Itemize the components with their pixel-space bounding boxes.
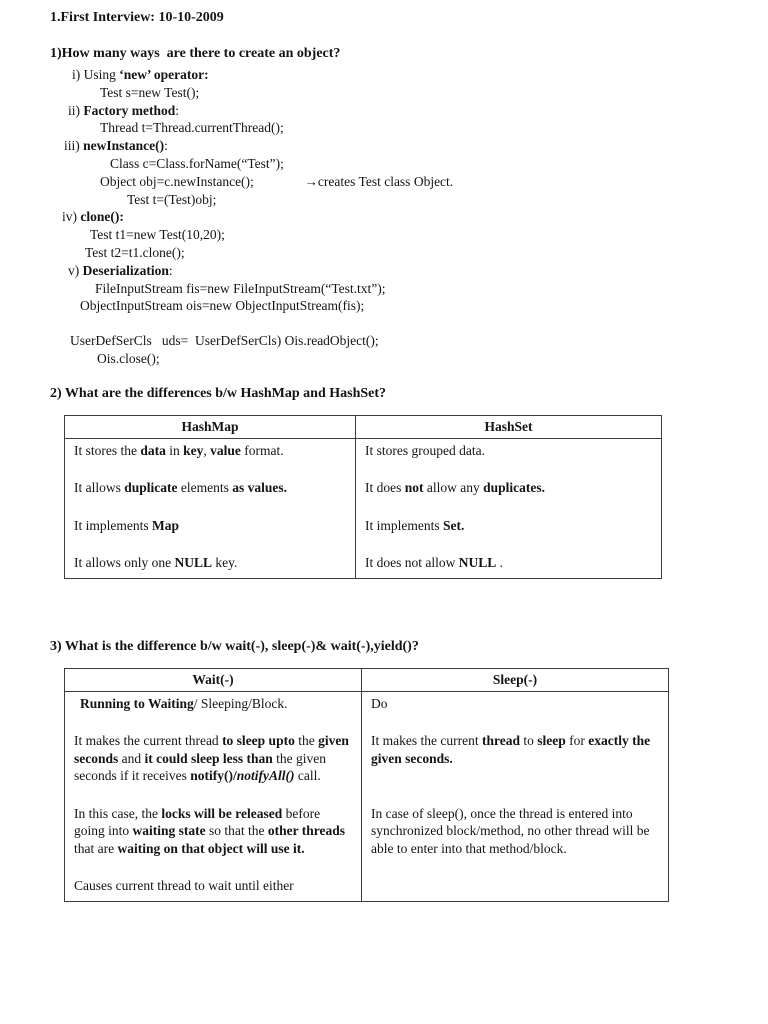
table-paragraph: It implements Map [74, 517, 179, 533]
answer-line: FileInputStream fis=new FileInputStream(“Test.txt”); [95, 280, 386, 296]
answer-line: Test t1=new Test(10,20); [90, 227, 225, 243]
table-paragraph: It stores grouped data. [365, 442, 485, 458]
answer-line: Test t2=t1.clone(); [85, 244, 185, 260]
table-paragraph: It allows duplicate elements as values. [74, 480, 288, 496]
table-paragraph: Running to Waiting/ Sleeping/Block. [80, 695, 288, 711]
table-header-hashmap: HashMap [65, 415, 356, 438]
table-row [65, 438, 662, 476]
question-2-heading: 2) What are the differences b/w HashMap and HashSet? [50, 385, 387, 401]
question-1-heading: 1)How many ways are there to create an object? [50, 46, 341, 61]
table-paragraph: It makes the current thread to sleep for exactly the given seconds. [371, 733, 651, 766]
answer-line: iv) clone(): [62, 209, 124, 225]
table-cell [356, 476, 662, 514]
table-row [65, 551, 662, 578]
answer-line: i) Using ‘new’ operator: [72, 67, 209, 82]
table-cell [65, 551, 356, 578]
table-header-wait: Wait(-) [65, 668, 362, 691]
answer-line: Test s=new Test(); [100, 84, 200, 100]
table-cell [65, 691, 362, 729]
table-row [65, 691, 669, 729]
table-row [65, 476, 662, 514]
answer-line: Object obj=c.newInstance(); →creates Test class Object. [100, 173, 454, 189]
table-cell [65, 874, 362, 901]
answer-line: iii) newInstance(): [64, 138, 168, 154]
table-cell [65, 802, 362, 875]
question-3-heading: 3) What is the difference b/w wait(-), sleep(-)& wait(-),yield()? [50, 638, 419, 654]
table-paragraph: It makes the current thread to sleep upto the given seconds and it could sleep less than the given seconds if it receives notify()/notifyAll() call. [74, 733, 349, 784]
answer-line: Test t=(Test)obj; [127, 191, 217, 207]
table-header-row [65, 415, 662, 438]
table-paragraph: It stores the data in key, value format. [74, 442, 284, 458]
answer-line: ii) Factory method: [68, 102, 179, 118]
table-header-row [65, 668, 669, 691]
table-cell [356, 551, 662, 578]
table-cell [362, 802, 669, 875]
table-row [65, 874, 669, 901]
answer-line: ObjectInputStream ois=new ObjectInputStream(fis); [80, 298, 365, 314]
table-cell [65, 476, 356, 514]
table-cell [65, 438, 356, 476]
table-row [65, 802, 669, 875]
question-1-answer [0, 66, 768, 368]
answer-line: v) Deserialization: [68, 262, 173, 278]
table-cell [356, 438, 662, 476]
table-cell [362, 729, 669, 802]
answer-line: Class c=Class.forName(“Test”); [110, 155, 284, 171]
table-row [65, 729, 669, 802]
table-cell [65, 729, 362, 802]
doc-title: 1.First Interview: 10-10-2009 [50, 10, 224, 25]
answer-line: Thread t=Thread.currentThread(); [100, 120, 284, 136]
hashmap-hashset-table [64, 415, 662, 579]
table-cell [362, 691, 669, 729]
table-paragraph: It does not allow any duplicates. [365, 480, 546, 496]
table-paragraph: Causes current thread to wait until either [74, 878, 294, 894]
table-header-sleep: Sleep(-) [362, 668, 669, 691]
table-paragraph: It allows only one NULL key. [74, 555, 238, 571]
table-cell [356, 514, 662, 552]
table-header-hashset: HashSet [356, 415, 662, 438]
table-cell [362, 874, 669, 901]
wait-sleep-table [64, 668, 669, 902]
table-paragraph: It does not allow NULL . [365, 555, 504, 571]
table-cell [65, 514, 356, 552]
table-paragraph: In this case, the locks will be released before going into waiting state so that the other threads that are waiting on that object will use it. [74, 805, 346, 856]
table-paragraph: Do [371, 695, 388, 711]
table-paragraph: It implements Set. [365, 517, 465, 533]
table-row [65, 514, 662, 552]
answer-line: Ois.close(); [97, 350, 160, 366]
answer-line: UserDefSerCls uds= UserDefSerCls) Ois.readObject(); [70, 333, 379, 349]
table-paragraph: In case of sleep(), once the thread is entered into synchronized block/method, no other thread will be able to enter into that method/block. [371, 805, 650, 856]
